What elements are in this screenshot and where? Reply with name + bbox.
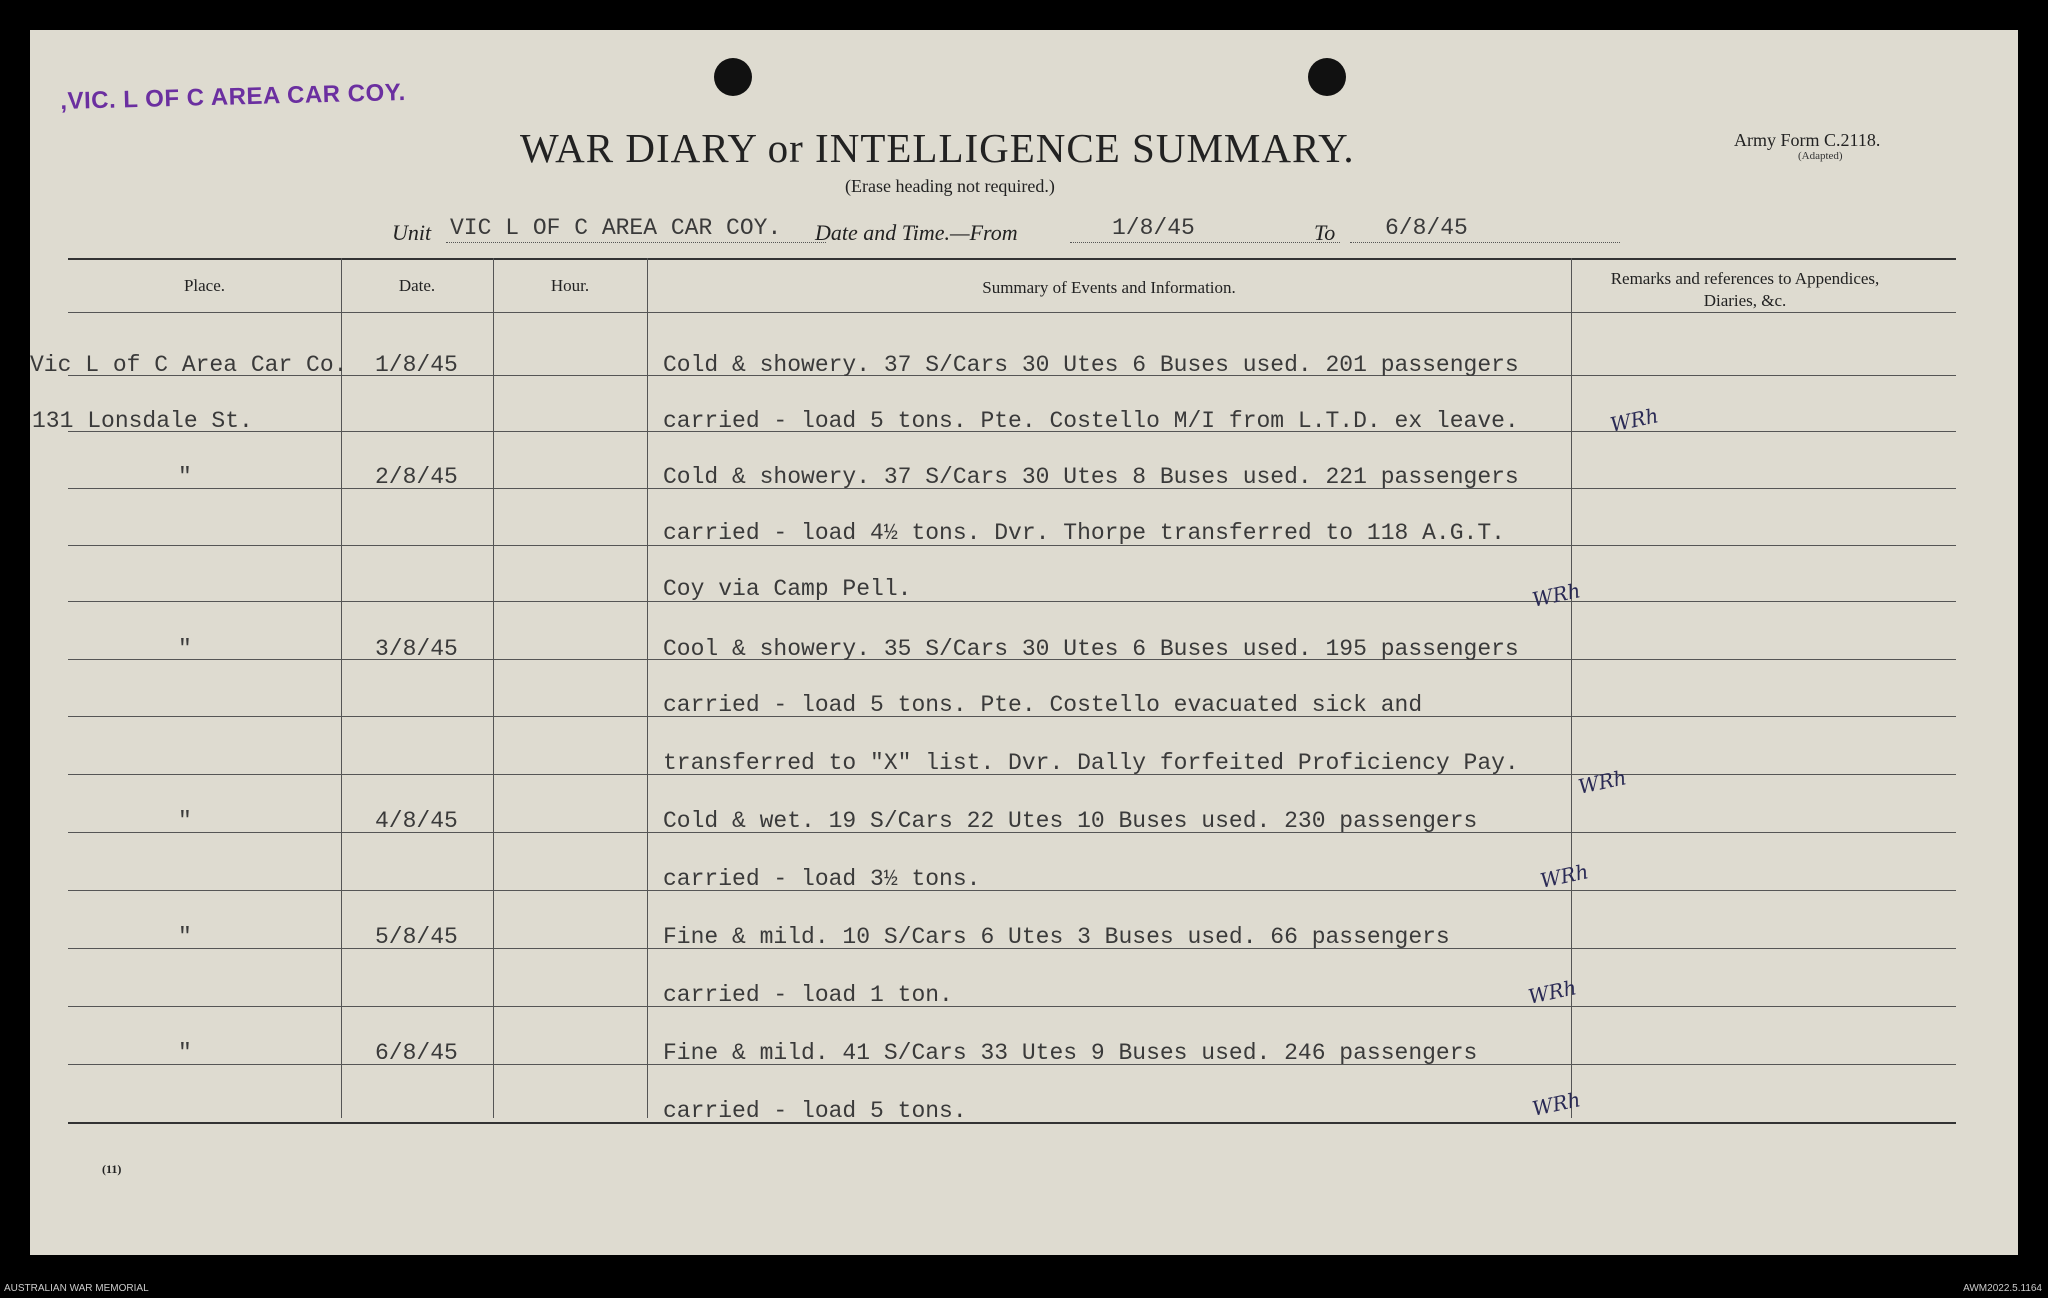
- date-cell: 5/8/45: [375, 924, 458, 950]
- archive-reference: AWM2022.5.1164: [1963, 1283, 2042, 1294]
- summary-cell: transferred to "X" list. Dvr. Dally forfeited Proficiency Pay.: [663, 750, 1519, 776]
- page-number: (11): [102, 1162, 122, 1176]
- place-cell: ": [178, 464, 192, 490]
- place-cell: ": [178, 924, 192, 950]
- diary-page: [30, 30, 2018, 1255]
- unit-label: Unit: [392, 220, 432, 245]
- table-bottom-border: [68, 1122, 1956, 1124]
- column-header-place: Place.: [183, 276, 226, 295]
- place-cell: ": [178, 1040, 192, 1066]
- unit-stamp: ,VIC. L OF C AREA CAR COY.: [60, 78, 407, 115]
- summary-cell: carried - load 5 tons. Pte. Costello M/I from L.T.D. ex leave.: [663, 408, 1519, 434]
- place-cell: 131 Lonsdale St.: [32, 408, 253, 434]
- page-title: WAR DIARY or INTELLIGENCE SUMMARY.: [520, 125, 1355, 171]
- summary-cell: carried - load 3½ tons.: [663, 866, 981, 892]
- column-header-summary: Summary of Events and Information.: [982, 278, 1236, 297]
- from-value: 1/8/45: [1112, 215, 1195, 241]
- summary-cell: carried - load 4½ tons. Dvr. Thorpe transferred to 118 A.G.T.: [663, 520, 1505, 546]
- punch-hole: [1308, 58, 1346, 96]
- unit-value: VIC L OF C AREA CAR COY.: [450, 215, 782, 241]
- summary-cell: Cold & showery. 37 S/Cars 30 Utes 6 Buses used. 201 passengers: [663, 352, 1519, 378]
- header-bottom-rule: [68, 312, 1956, 313]
- datetime-label: Date and Time.—From: [815, 220, 1018, 245]
- place-cell: Vic L of C Area Car Co.: [30, 352, 348, 378]
- summary-cell: carried - load 5 tons.: [663, 1098, 967, 1124]
- summary-cell: Fine & mild. 41 S/Cars 33 Utes 9 Buses used. 246 passengers: [663, 1040, 1478, 1066]
- summary-cell: carried - load 1 ton.: [663, 982, 953, 1008]
- form-adapted: (Adapted): [1798, 150, 1843, 162]
- initials-signature: WRh: [1530, 1087, 1583, 1121]
- page-subtitle: (Erase heading not required.): [845, 176, 1055, 196]
- date-cell: 1/8/45: [375, 352, 458, 378]
- column-header-hour: Hour.: [550, 276, 590, 295]
- summary-cell: Cold & wet. 19 S/Cars 22 Utes 10 Buses used. 230 passengers: [663, 808, 1478, 834]
- summary-cell: carried - load 5 tons. Pte. Costello evacuated sick and: [663, 692, 1423, 718]
- initials-signature: WRh: [1526, 975, 1579, 1009]
- date-cell: 4/8/45: [375, 808, 458, 834]
- to-value: 6/8/45: [1385, 215, 1468, 241]
- date-cell: 6/8/45: [375, 1040, 458, 1066]
- table-top-border: [68, 258, 1956, 260]
- punch-hole: [714, 58, 752, 96]
- summary-cell: Coy via Camp Pell.: [663, 576, 912, 602]
- place-cell: ": [178, 636, 192, 662]
- initials-signature: WRh: [1608, 403, 1661, 437]
- place-cell: ": [178, 808, 192, 834]
- date-cell: 3/8/45: [375, 636, 458, 662]
- summary-cell: Cold & showery. 37 S/Cars 30 Utes 8 Buses used. 221 passengers: [663, 464, 1519, 490]
- archive-caption: AUSTRALIAN WAR MEMORIAL: [4, 1283, 149, 1294]
- summary-cell: Fine & mild. 10 S/Cars 6 Utes 3 Buses used. 66 passengers: [663, 924, 1450, 950]
- column-header-date: Date.: [398, 276, 436, 295]
- to-label: To: [1314, 220, 1336, 245]
- summary-cell: Cool & showery. 35 S/Cars 30 Utes 6 Buses used. 195 passengers: [663, 636, 1519, 662]
- form-number: Army Form C.2118.: [1734, 130, 1881, 150]
- initials-signature: WRh: [1538, 859, 1591, 893]
- date-cell: 2/8/45: [375, 464, 458, 490]
- column-header-remarks: Remarks and references to Appendices, Diaries, &c.: [1610, 269, 1880, 310]
- initials-signature: WRh: [1530, 578, 1583, 612]
- initials-signature: WRh: [1576, 765, 1629, 799]
